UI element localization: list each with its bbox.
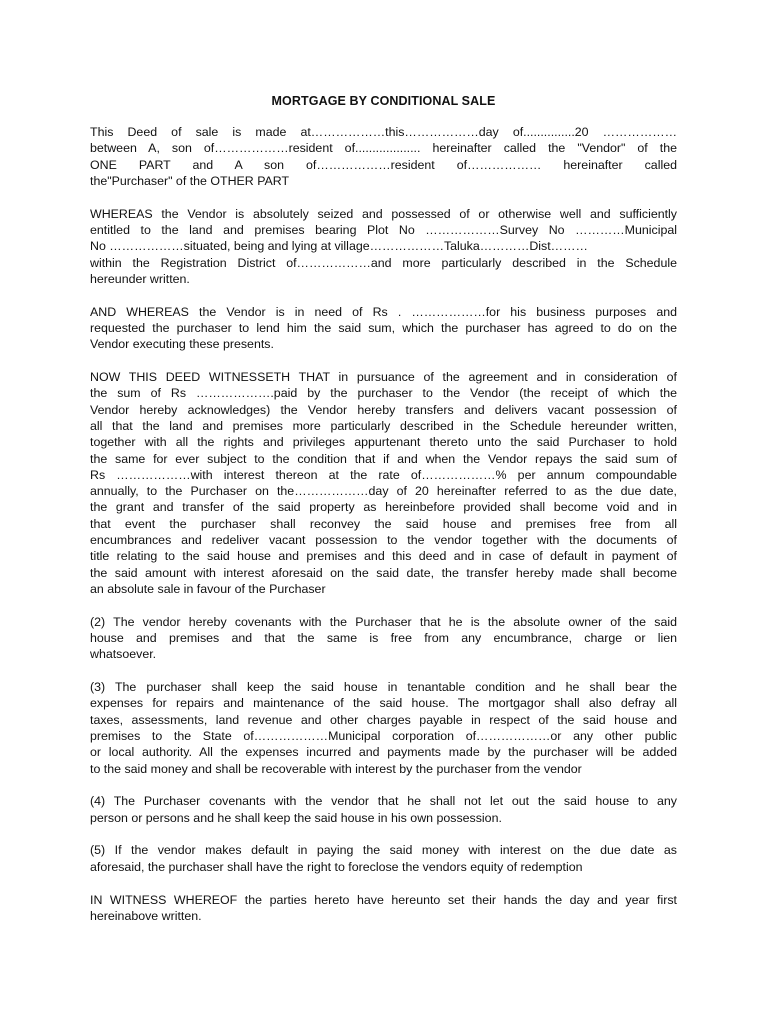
text-line: whatsoever. — [90, 647, 157, 662]
text-line: to the said money and shall be recoverable with interest by the purchaser from the vendor — [90, 761, 582, 776]
text-line: person or persons and he shall keep the said house in his own possession. — [90, 810, 502, 825]
text-line: the sum of Rs ……………….paid by the purchaser to the Vendor (the receipt of which the — [90, 386, 677, 401]
text-line: AND WHEREAS the Vendor is in need of Rs . ………………for his business purposes and — [90, 304, 677, 319]
text-line: expenses for repairs and maintenance of the said house. The mortgagor shall also defray all — [90, 696, 677, 711]
text-line: (2) The vendor hereby covenants with the Purchaser that he is the absolute owner of the said — [90, 614, 677, 629]
text-line: all that the land and premises more particularly described in the Schedule hereunder written, — [90, 418, 677, 433]
text-line: the same for ever subject to the condition that if and when the Vendor repays the said sum of — [90, 451, 677, 466]
text-line: WHEREAS the Vendor is absolutely seized and possessed of or otherwise well and sufficiently — [90, 206, 677, 221]
text-line: between A, son of………………resident of................... hereinafter called the "Vendor" of the — [90, 141, 677, 156]
text-line: Rs ………………with interest thereon at the rate of………………% per annum compoundable — [90, 467, 677, 482]
paragraph-in-witness — [90, 892, 677, 925]
text-line: an absolute sale in favour of the Purchaser — [90, 581, 326, 596]
text-line: Vendor hereby acknowledges) the Vendor hereby transfers and delivers vacant possession of — [90, 402, 677, 417]
text-line: ONE PART and A son of………………resident of……………… hereinafter called — [90, 157, 677, 172]
text-line: together with all the rights and privileges appurtenant thereto unto the said Purchaser to hold — [90, 435, 677, 450]
text-line: encumbrances and redeliver vacant possession to the vendor together with the documents of — [90, 533, 677, 548]
paragraph-clause-5 — [90, 842, 677, 875]
text-line: annually, to the Purchaser on the………………day of 20 hereinafter referred to as the due date, — [90, 484, 677, 499]
text-line: NOW THIS DEED WITNESSETH THAT in pursuance of the agreement and in consideration of — [90, 370, 677, 385]
text-line: the said amount with interest aforesaid on the said date, the transfer hereby made shall become — [90, 565, 677, 580]
paragraph-clause-3 — [90, 679, 677, 777]
text-line: house and premises and that the same is free from any encumbrance, charge or lien — [90, 631, 677, 646]
text-line: No ………………situated, being and lying at village………………Taluka…………Dist……… — [90, 239, 588, 254]
text-line: entitled to the land and premises bearing Plot No ………………Survey No …………Municipal — [90, 222, 677, 237]
text-line: the grant and transfer of the said property as hereinbefore provided shall become void and in — [90, 500, 677, 515]
text-line: hereinabove written. — [90, 908, 202, 923]
text-line: the"Purchaser" of the OTHER PART — [90, 173, 290, 188]
text-line: title relating to the said house and premises and this deed and in case of default in payment of — [90, 549, 677, 564]
text-line: hereunder written. — [90, 271, 190, 286]
text-line: that event the purchaser shall reconvey the said house and premises free from all — [90, 516, 677, 531]
text-line: This Deed of sale is made at………………this………………day of...............20 ……………… — [90, 125, 677, 139]
text-line: Vendor executing these presents. — [90, 337, 274, 352]
text-line: aforesaid, the purchaser shall have the right to foreclose the vendors equity of redemption — [90, 859, 583, 874]
text-line: IN WITNESS WHEREOF the parties hereto have hereunto set their hands the day and year first — [90, 892, 677, 907]
text-line: within the Registration District of………………and more particularly described in the Schedule — [90, 255, 677, 270]
document-title: MORTGAGE BY CONDITIONAL SALE — [271, 94, 496, 108]
paragraph-witnesseth — [90, 369, 677, 597]
text-line: (5) If the vendor makes default in paying the said money with interest on the due date as — [90, 843, 677, 858]
paragraph-clause-4 — [90, 793, 677, 826]
paragraph-parties — [90, 124, 677, 189]
text-line: requested the purchaser to lend him the said sum, which the purchaser has agreed to do on the — [90, 320, 677, 335]
document-page — [90, 93, 677, 941]
text-line: (4) The Purchaser covenants with the vendor that he shall not let out the said house to any — [90, 794, 677, 809]
paragraph-and-whereas — [90, 304, 677, 353]
text-line: taxes, assessments, land revenue and other charges payable in respect of the said house and — [90, 712, 677, 727]
text-line: (3) The purchaser shall keep the said house in tenantable condition and he shall bear the — [90, 680, 677, 695]
paragraph-whereas — [90, 206, 677, 287]
text-line: or local authority. All the expenses incurred and payments made by the purchaser will be added — [90, 745, 677, 760]
paragraph-clause-2 — [90, 614, 677, 663]
text-line: premises to the State of………………Municipal corporation of………………or any other public — [90, 729, 677, 743]
